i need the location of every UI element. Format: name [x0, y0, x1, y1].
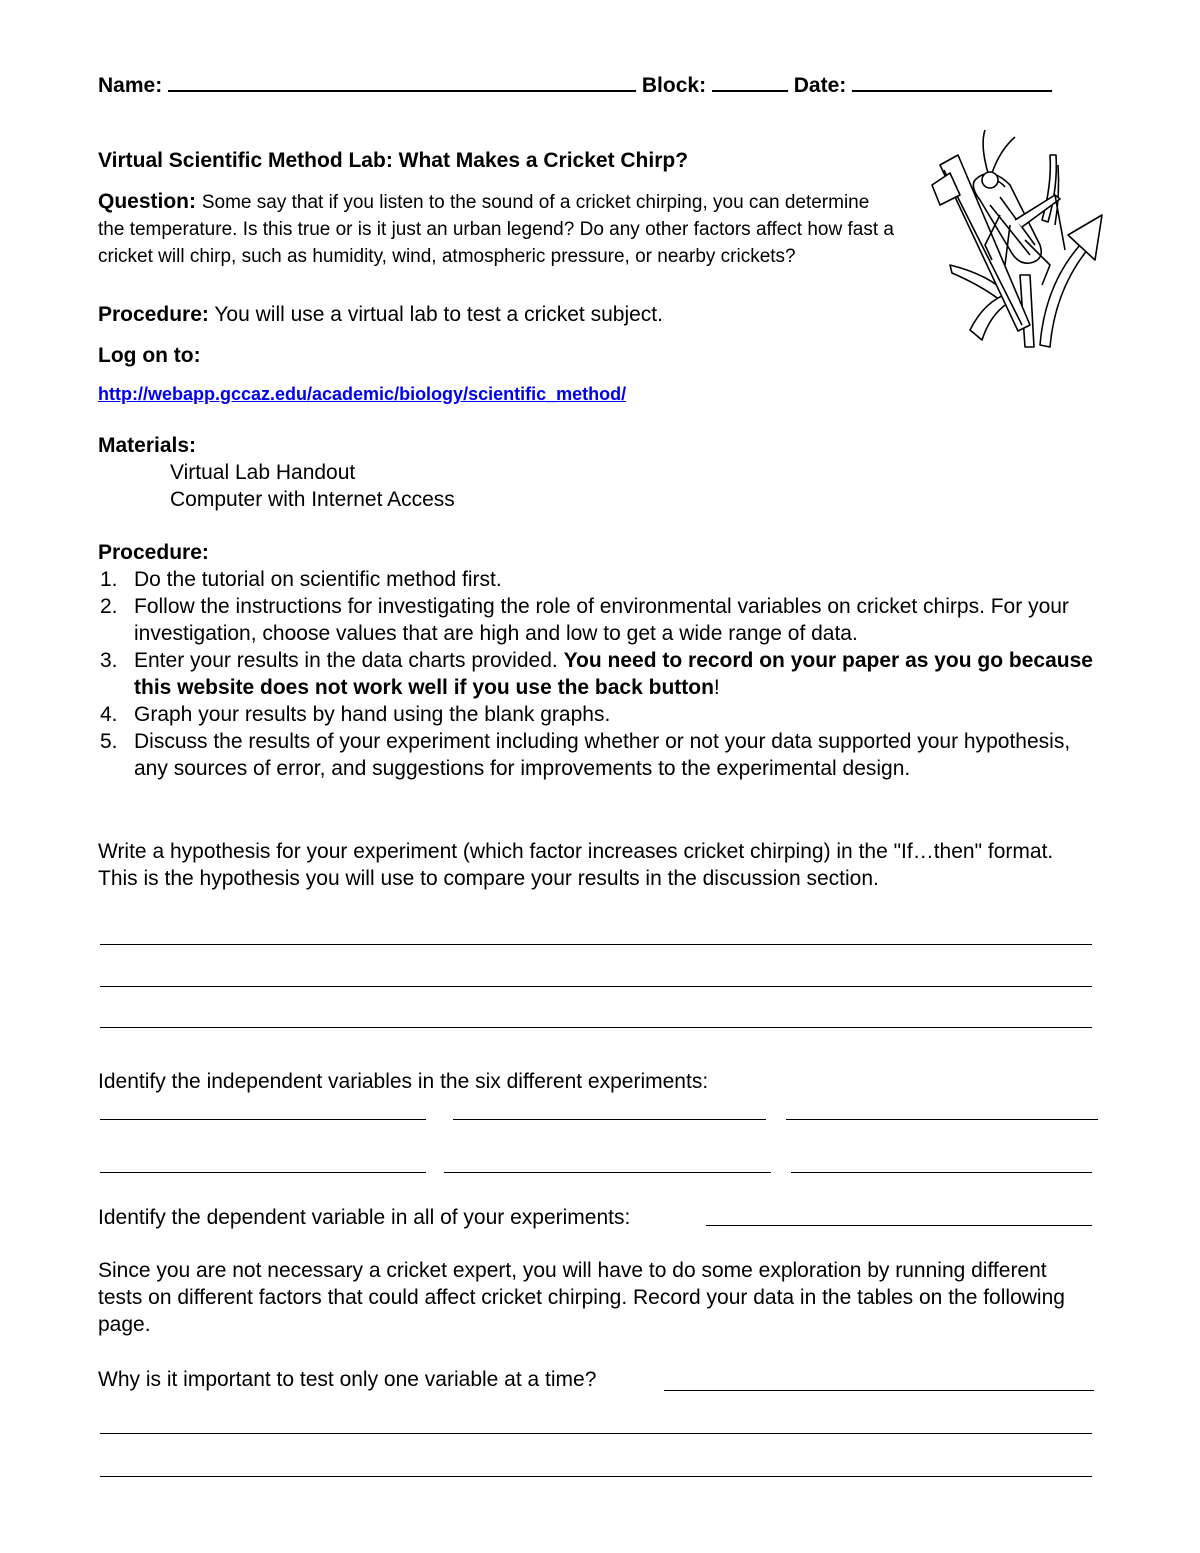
step-number: 2.: [100, 595, 118, 618]
hypothesis-prompt: Write a hypothesis for your experiment (which factor increases cricket chirping) in the "If…then" format. This is the hypothesis you will use to compare your results in the discussion section.: [98, 840, 1054, 890]
block-field[interactable]: [712, 72, 788, 92]
materials-item: Virtual Lab Handout: [170, 461, 356, 484]
materials-item: Computer with Internet Access: [170, 488, 455, 511]
procedure-intro: [98, 301, 898, 328]
date-field[interactable]: [852, 72, 1052, 92]
step-text: Do the tutorial on scientific method first.: [134, 568, 502, 591]
page-title: Virtual Scientific Method Lab: What Makes a Cricket Chirp?: [98, 149, 689, 172]
dependent-prompt: Identify the dependent variable in all of your experiments:: [98, 1206, 631, 1229]
exploration-paragraph: Since you are not necessary a cricket expert, you will have to do some exploration by running different tests on different factors that could affect cricket chirping. Record your data in the tables on the following page.: [98, 1259, 1065, 1336]
question-text: Some say that if you listen to the sound of a cricket chirping, you can determine the temperature. Is this true or is it just an urban legend? Do any other factors affect how fast a cricket will chirp, such as humidity, wind, atmospheric pressure, or nearby crickets?: [98, 192, 894, 267]
step-number: 3.: [100, 649, 118, 672]
date-label: Date:: [793, 74, 847, 97]
block-label: Block:: [641, 74, 707, 97]
logon-label: Log on to:: [98, 344, 201, 367]
independent-variable-line[interactable]: [786, 1119, 1098, 1120]
logon-link-wrap: [98, 380, 626, 408]
independent-variable-line[interactable]: [100, 1119, 426, 1120]
procedure-step: [98, 701, 1098, 728]
step-number: 5.: [100, 730, 118, 753]
procedure-step: [98, 593, 1098, 647]
hypothesis-answer-line[interactable]: [100, 986, 1092, 987]
procedure-label: Procedure:: [98, 541, 209, 564]
one-variable-answer-line[interactable]: [100, 1433, 1092, 1434]
step-tail: !: [713, 676, 720, 699]
hypothesis-answer-line[interactable]: [100, 944, 1092, 945]
independent-variable-line[interactable]: [444, 1172, 771, 1173]
procedure-intro-label: Procedure:: [98, 303, 209, 326]
independent-variable-line[interactable]: [100, 1172, 426, 1173]
step-text: Discuss the results of your experiment including whether or not your data supported your hypothesis, any sources of error, and suggestions for improvements to the experimental design.: [134, 730, 1071, 780]
materials-label: Materials:: [98, 434, 197, 457]
procedure-step: [98, 728, 1098, 782]
independent-prompt: Identify the independent variables in the six different experiments:: [98, 1070, 709, 1093]
question-label: Question:: [98, 190, 196, 213]
question-paragraph: [98, 188, 898, 269]
independent-variable-line[interactable]: [791, 1172, 1092, 1173]
hypothesis-answer-line[interactable]: [100, 1027, 1092, 1028]
procedure-step: [98, 647, 1098, 701]
step-text: Follow the instructions for investigating the role of environmental variables on cricket chirps. For your investigation, choose values that are high and low to get a wide range of data.: [134, 595, 1069, 645]
name-field[interactable]: [168, 72, 636, 92]
step-number: 4.: [100, 703, 118, 726]
one-variable-answer-line[interactable]: [100, 1476, 1092, 1477]
step-bold-warning: You need to record on your paper as you go because this website does not work well if you use the back button: [134, 649, 1093, 699]
step-text: Enter your results in the data charts provided.: [134, 649, 558, 672]
cricket-illustration: [930, 125, 1105, 353]
dependent-variable-line[interactable]: [706, 1225, 1092, 1226]
one-variable-prompt: Why is it important to test only one variable at a time?: [98, 1368, 597, 1391]
procedure-step: [98, 566, 1098, 593]
procedure-intro-text: You will use a virtual lab to test a cricket subject.: [214, 303, 663, 326]
procedure-steps: [98, 566, 1098, 782]
lab-url-link[interactable]: http://webapp.gccaz.edu/academic/biology/scientific_method/: [98, 384, 627, 404]
step-number: 1.: [100, 568, 118, 591]
independent-variable-line[interactable]: [453, 1119, 766, 1120]
header-row: [98, 72, 1052, 99]
step-text: Graph your results by hand using the blank graphs.: [134, 703, 611, 726]
name-label: Name:: [98, 74, 163, 97]
one-variable-answer-line[interactable]: [664, 1390, 1094, 1391]
